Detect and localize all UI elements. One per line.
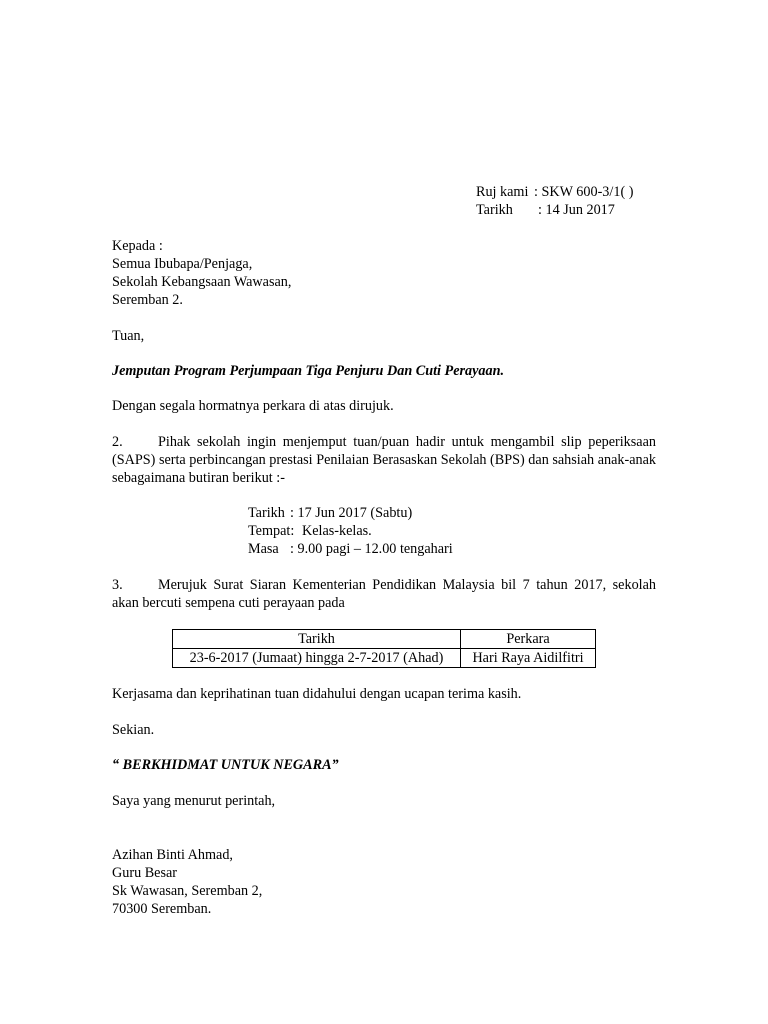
detail-time-value: : 9.00 pagi – 12.00 tengahari bbox=[290, 541, 453, 557]
paragraph-2-number: 2. bbox=[112, 434, 123, 450]
subject-line: Jemputan Program Perjumpaan Tiga Penjuru Dan Cuti Perayaan. bbox=[112, 363, 505, 379]
date-value: : 14 Jun 2017 bbox=[538, 202, 615, 218]
paragraph-2-text: Pihak sekolah ingin menjemput tuan/puan hadir untuk mengambil slip peperiksaan (SAPS) serta perbincangan prestasi Penilaian Berasaskan Sekolah (BPS) dan sahsiah anak-anak sebagaimana butiran berikut :- bbox=[112, 434, 656, 486]
salutation: Tuan, bbox=[112, 328, 145, 344]
table-header-date: Tarikh bbox=[173, 630, 461, 649]
signatory-title: Guru Besar bbox=[112, 865, 178, 881]
date-label: Tarikh bbox=[476, 202, 513, 218]
paragraph-3-text: Merujuk Surat Siaran Kementerian Pendidikan Malaysia bil 7 tahun 2017, sekolah akan bercuti sempena cuti perayaan pada bbox=[112, 577, 656, 611]
table-header-row bbox=[173, 630, 596, 649]
recipient-line-1: Semua Ibubapa/Penjaga, bbox=[112, 256, 253, 272]
signatory-address-2: 70300 Seremban. bbox=[112, 901, 212, 917]
paragraph-3-number: 3. bbox=[112, 577, 123, 593]
signature-block bbox=[112, 846, 656, 918]
yours-line: Saya yang menurut perintah, bbox=[112, 793, 276, 809]
ruj-label: Ruj kami bbox=[476, 184, 529, 200]
signatory-name: Azihan Binti Ahmad, bbox=[112, 847, 233, 863]
detail-place-value: Kelas-kelas. bbox=[302, 523, 372, 539]
kepada-label: Kepada : bbox=[112, 238, 163, 254]
recipient-line-3: Seremban 2. bbox=[112, 292, 183, 308]
meeting-details bbox=[248, 504, 453, 558]
ruj-value: : SKW 600-3/1( ) bbox=[534, 184, 634, 200]
intro-paragraph: Dengan segala hormatnya perkara di atas dirujuk. bbox=[112, 398, 394, 414]
recipient-block bbox=[112, 237, 656, 309]
table-cell-event: Hari Raya Aidilfitri bbox=[461, 649, 596, 668]
reference-block bbox=[476, 183, 633, 219]
paragraph-2 bbox=[112, 433, 656, 487]
detail-date-value: : 17 Jun 2017 (Sabtu) bbox=[290, 505, 413, 521]
table-header-event: Perkara bbox=[461, 630, 596, 649]
table-row bbox=[173, 649, 596, 668]
paragraph-3 bbox=[112, 576, 656, 612]
table-cell-date: 23-6-2017 (Jumaat) hingga 2-7-2017 (Ahad) bbox=[173, 649, 461, 668]
detail-time-label: Masa bbox=[248, 541, 279, 557]
motto-line: “ BERKHIDMAT UNTUK NEGARA” bbox=[112, 757, 339, 773]
holiday-table bbox=[172, 629, 596, 668]
detail-date-label: Tarikh bbox=[248, 505, 285, 521]
closing-paragraph: Kerjasama dan keprihatinan tuan didahului dengan ucapan terima kasih. bbox=[112, 686, 522, 702]
signatory-address-1: Sk Wawasan, Seremban 2, bbox=[112, 883, 263, 899]
detail-place-label: Tempat: bbox=[248, 523, 295, 539]
sekian-line: Sekian. bbox=[112, 722, 155, 738]
recipient-line-2: Sekolah Kebangsaan Wawasan, bbox=[112, 274, 292, 290]
